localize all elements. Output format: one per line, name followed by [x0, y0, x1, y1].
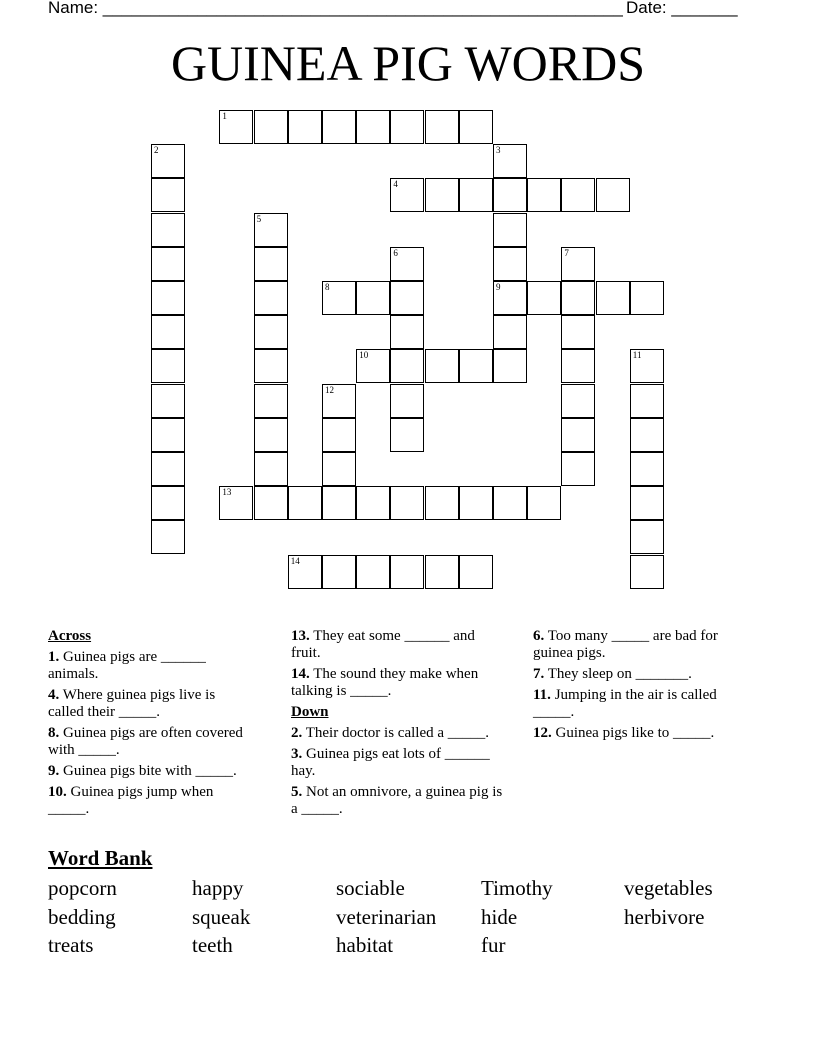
word-bank-item: squeak — [192, 904, 251, 929]
across-clue: 4. Where guinea pigs live is called their _____. — [48, 687, 216, 720]
crossword-cell[interactable] — [493, 281, 527, 315]
across-clue: 9. Guinea pigs bite with _____. — [48, 763, 237, 779]
clue-number: 9 — [496, 282, 501, 292]
down-heading: Down — [291, 704, 329, 720]
clue-number: 11 — [632, 350, 642, 361]
across-clue: 10. Guinea pigs jump when _____. — [48, 784, 214, 817]
crossword-cell[interactable] — [288, 110, 322, 144]
across-clue: 13. They eat some ______ and fruit. — [291, 628, 475, 661]
crossword-cell[interactable] — [151, 315, 185, 349]
down-clue: 11. Jumping in the air is called _____. — [533, 687, 717, 720]
crossword-cell[interactable] — [425, 110, 459, 144]
across-heading: Across — [48, 628, 92, 644]
crossword-cell[interactable] — [219, 110, 253, 144]
crossword-cell[interactable] — [527, 281, 561, 315]
crossword-cell[interactable] — [322, 110, 356, 144]
clues-column-1 — [48, 628, 248, 822]
crossword-cell[interactable] — [561, 247, 595, 281]
crossword-cell[interactable] — [390, 384, 424, 418]
across-clue: 1. Guinea pigs are ______ animals. — [48, 649, 206, 682]
clue-number: 5 — [256, 213, 262, 224]
crossword-cell[interactable] — [561, 349, 595, 383]
crossword-cell[interactable] — [630, 384, 664, 418]
crossword-cell[interactable] — [322, 418, 356, 452]
crossword-cell[interactable] — [561, 452, 595, 486]
across-clue: 8. Guinea pigs are often covered with _____. — [48, 725, 243, 758]
crossword-cell[interactable] — [254, 247, 288, 281]
clue-number: 10 — [359, 350, 369, 361]
word-bank-item: teeth — [192, 933, 233, 957]
crossword-cell[interactable] — [356, 555, 390, 589]
crossword-cell[interactable] — [459, 555, 493, 589]
crossword-cell[interactable] — [561, 315, 595, 349]
word-bank-item: herbivore — [624, 904, 705, 929]
crossword-cell[interactable] — [630, 349, 664, 383]
crossword-cell[interactable] — [151, 349, 185, 383]
word-bank-title: Word Bank — [48, 846, 153, 870]
crossword-cell[interactable] — [596, 281, 630, 315]
word-bank-item: bedding — [48, 904, 116, 929]
crossword-cell[interactable] — [254, 384, 288, 418]
word-bank-item: popcorn — [48, 876, 117, 900]
crossword-cell[interactable] — [390, 281, 424, 315]
crossword-cell[interactable] — [425, 555, 459, 589]
crossword-cell[interactable] — [356, 281, 390, 315]
crossword-cell[interactable] — [561, 178, 595, 212]
crossword-cell[interactable] — [390, 418, 424, 452]
crossword-cell[interactable] — [425, 178, 459, 212]
clue-number: 6 — [393, 247, 398, 258]
crossword-cell[interactable] — [322, 486, 356, 520]
crossword-cell[interactable] — [151, 178, 185, 212]
crossword-cell[interactable] — [425, 486, 459, 520]
crossword-cell[interactable] — [254, 213, 288, 247]
crossword-cell[interactable] — [151, 281, 185, 315]
crossword-cell[interactable] — [254, 349, 288, 383]
crossword-cell[interactable] — [151, 213, 185, 247]
word-bank-item: happy — [192, 876, 244, 900]
crossword-cell[interactable] — [493, 486, 527, 520]
crossword-cell[interactable] — [254, 418, 288, 452]
crossword-cell[interactable] — [151, 418, 185, 452]
crossword-cell[interactable] — [254, 110, 288, 144]
word-bank-item: treats — [48, 933, 94, 957]
crossword-cell[interactable] — [254, 281, 288, 315]
crossword-cell[interactable] — [151, 486, 185, 520]
word-bank-item: fur — [481, 933, 506, 957]
crossword-cell[interactable] — [493, 315, 527, 349]
crossword-cell[interactable] — [493, 349, 527, 383]
down-clue: 3. Guinea pigs eat lots of ______ hay. — [291, 746, 490, 779]
word-bank-item: veterinarian — [336, 904, 437, 929]
crossword-cell[interactable] — [390, 178, 424, 212]
crossword-cell[interactable] — [630, 418, 664, 452]
crossword-cell[interactable] — [630, 452, 664, 486]
word-bank-item: sociable — [336, 876, 405, 900]
crossword-cell[interactable] — [390, 315, 424, 349]
crossword-cell[interactable] — [151, 384, 185, 418]
clue-number: 3 — [496, 145, 501, 156]
crossword-cell[interactable] — [390, 349, 424, 383]
crossword-cell[interactable] — [151, 144, 185, 178]
crossword-cell[interactable] — [527, 486, 561, 520]
crossword-cell[interactable] — [561, 384, 595, 418]
crossword-cell[interactable] — [493, 144, 527, 178]
down-clue: 2. Their doctor is called a _____. — [291, 725, 490, 741]
crossword-cell[interactable] — [219, 486, 253, 520]
crossword-cell[interactable] — [288, 486, 322, 520]
crossword-cell[interactable] — [151, 247, 185, 281]
crossword-cell[interactable] — [254, 452, 288, 486]
crossword-cell[interactable] — [493, 178, 527, 212]
clue-number: 14 — [290, 555, 300, 566]
crossword-cell[interactable] — [390, 555, 424, 589]
crossword-cell[interactable] — [527, 178, 561, 212]
crossword-cell[interactable] — [390, 247, 424, 281]
crossword-cell[interactable] — [356, 349, 390, 383]
clue-number: 2 — [154, 145, 159, 156]
crossword-cell[interactable] — [254, 315, 288, 349]
across-clue: 14. The sound they make when talking is _____. — [291, 666, 479, 699]
crossword-cell[interactable] — [390, 486, 424, 520]
crossword-cell[interactable] — [561, 281, 595, 315]
word-bank — [48, 874, 768, 960]
crossword-cell[interactable] — [288, 555, 322, 589]
crossword-cell[interactable] — [493, 213, 527, 247]
down-clue: 12. Guinea pigs like to _____. — [533, 725, 715, 741]
crossword-cell[interactable] — [254, 486, 288, 520]
word-bank-item: vegetables — [624, 876, 713, 900]
clue-number: 12 — [325, 384, 334, 395]
crossword-cell[interactable] — [356, 110, 390, 144]
crossword-cell[interactable] — [425, 349, 459, 383]
word-bank-item: Timothy — [481, 876, 553, 900]
clue-number: 4 — [393, 179, 398, 190]
clues-column-3 — [533, 628, 753, 746]
crossword-cell[interactable] — [151, 520, 185, 554]
crossword-cell[interactable] — [151, 452, 185, 486]
crossword-cell[interactable] — [459, 110, 493, 144]
crossword-cell[interactable] — [322, 555, 356, 589]
clue-number: 1 — [222, 111, 227, 121]
clue-number: 8 — [325, 282, 330, 292]
down-clue: 5. Not an omnivore, a guinea pig is a _____. — [291, 784, 503, 817]
crossword-cell[interactable] — [630, 486, 664, 520]
clues-column-2 — [291, 628, 506, 822]
crossword-cell[interactable] — [322, 452, 356, 486]
crossword-cell[interactable] — [630, 520, 664, 554]
crossword-cell[interactable] — [630, 555, 664, 589]
crossword-cell[interactable] — [493, 247, 527, 281]
crossword-cell[interactable] — [459, 486, 493, 520]
date-line: Date: _______ — [626, 0, 738, 17]
crossword-cell[interactable] — [630, 281, 664, 315]
name-line: Name: _______________________________________________________ — [48, 0, 623, 17]
clue-number: 13 — [222, 487, 232, 498]
crossword-cell[interactable] — [356, 486, 390, 520]
word-bank-item: hide — [481, 904, 518, 929]
crossword-cell[interactable] — [561, 418, 595, 452]
down-clue: 6. Too many _____ are bad for guinea pigs. — [533, 628, 718, 661]
crossword-cell[interactable] — [322, 281, 356, 315]
clue-number: 7 — [564, 247, 569, 258]
crossword-cell[interactable] — [322, 384, 356, 418]
word-bank-item: habitat — [336, 933, 394, 957]
crossword-cell[interactable] — [390, 110, 424, 144]
down-clue: 7. They sleep on _______. — [533, 666, 692, 682]
page-title: GUINEA PIG WORDS — [170, 35, 646, 91]
crossword-cell[interactable] — [459, 349, 493, 383]
crossword-cell[interactable] — [596, 178, 630, 212]
crossword-cell[interactable] — [459, 178, 493, 212]
